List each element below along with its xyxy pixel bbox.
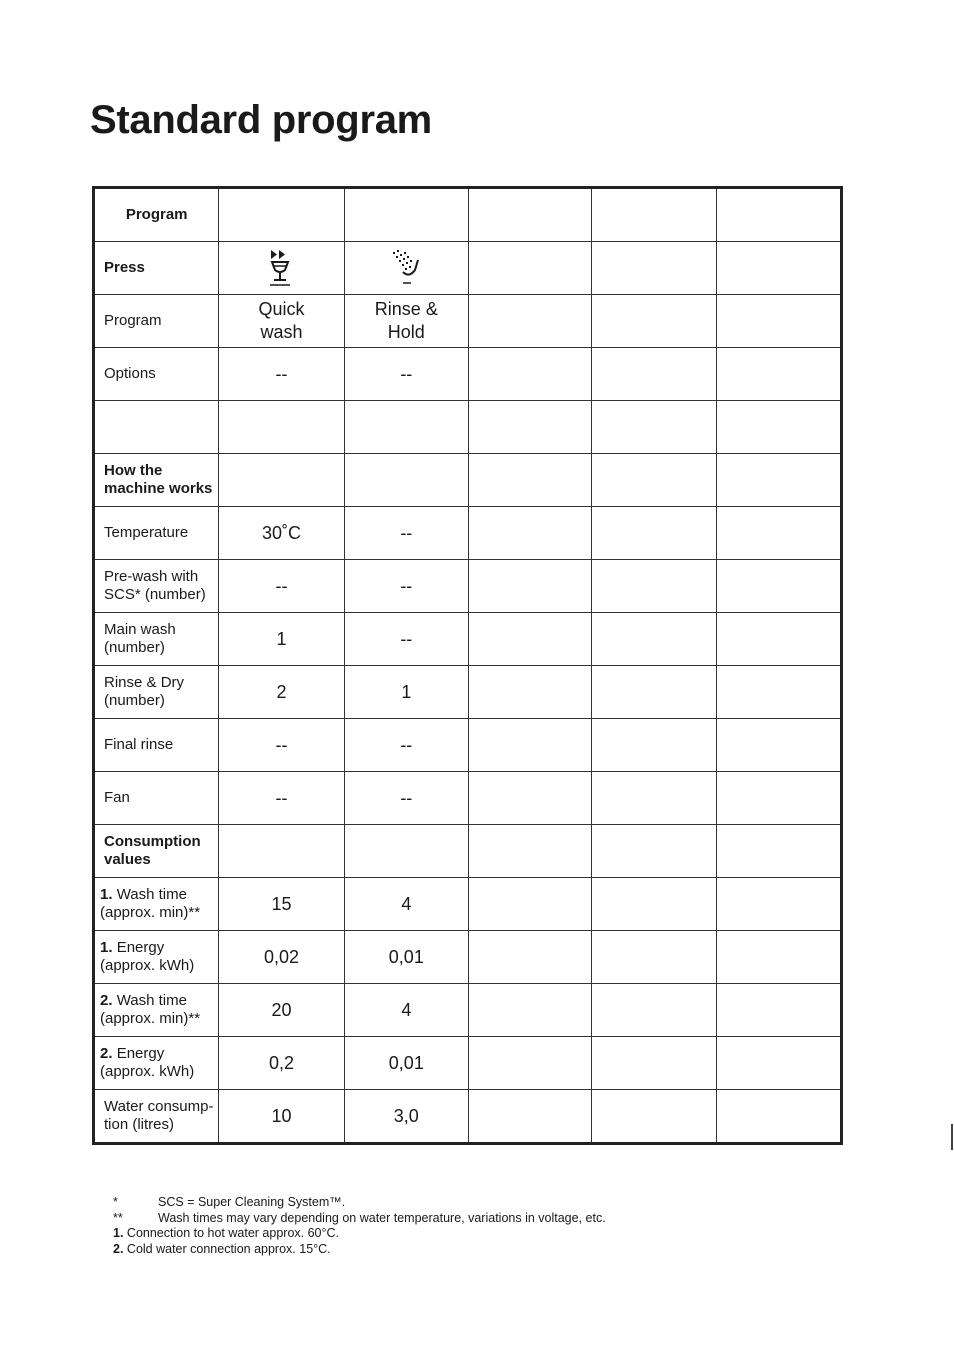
table-row bbox=[94, 613, 842, 666]
table-row bbox=[94, 295, 842, 348]
table-row bbox=[94, 188, 842, 242]
row-value: -- bbox=[344, 772, 468, 825]
row-value: 20 bbox=[219, 984, 344, 1037]
row-label bbox=[94, 401, 219, 454]
row-value: 3,0 bbox=[344, 1090, 468, 1144]
row-label: 1. Energy (approx. kWh) bbox=[94, 931, 219, 984]
row-label: 2. Wash time (approx. min)** bbox=[94, 984, 219, 1037]
row-value: -- bbox=[344, 348, 468, 401]
table-body bbox=[94, 295, 842, 1144]
row-value bbox=[344, 454, 468, 507]
row-value: Quick wash bbox=[219, 295, 344, 348]
row-value bbox=[219, 401, 344, 454]
table-row bbox=[94, 1090, 842, 1144]
table-row bbox=[94, 242, 842, 295]
table-row bbox=[94, 1037, 842, 1090]
row-value: 4 bbox=[344, 984, 468, 1037]
row-label: Rinse & Dry (number) bbox=[94, 666, 219, 719]
row-label: Program bbox=[94, 295, 219, 348]
table-row bbox=[94, 719, 842, 772]
row-label: Final rinse bbox=[94, 719, 219, 772]
row-value bbox=[219, 454, 344, 507]
row-value: 1 bbox=[344, 666, 468, 719]
footnote: 2. Cold water connection approx. 15°C. bbox=[113, 1241, 331, 1256]
row-value bbox=[219, 825, 344, 878]
row-value: -- bbox=[344, 507, 468, 560]
row-value: 30˚C bbox=[219, 507, 344, 560]
table-row bbox=[94, 401, 842, 454]
table-row bbox=[94, 348, 842, 401]
footnote: ** Wash times may vary depending on water temperature, variations in voltage, etc. bbox=[113, 1210, 606, 1225]
row-value: -- bbox=[344, 719, 468, 772]
row-value: -- bbox=[344, 613, 468, 666]
row-label: Water consump- tion (litres) bbox=[94, 1090, 219, 1144]
press-label: Press bbox=[94, 242, 219, 295]
program-table bbox=[92, 186, 843, 1145]
table-row bbox=[94, 878, 842, 931]
table-row bbox=[94, 507, 842, 560]
row-value bbox=[344, 825, 468, 878]
row-label: Temperature bbox=[94, 507, 219, 560]
footnote: 1. Connection to hot water approx. 60°C. bbox=[113, 1226, 339, 1240]
row-value: -- bbox=[219, 560, 344, 613]
row-label: 1. Wash time (approx. min)** bbox=[94, 878, 219, 931]
row-value: -- bbox=[219, 348, 344, 401]
page-title: Standard program bbox=[90, 98, 432, 142]
rinse-hold-icon bbox=[389, 248, 423, 288]
row-value: 0,01 bbox=[344, 931, 468, 984]
row-label: Options bbox=[94, 348, 219, 401]
row-value: 10 bbox=[219, 1090, 344, 1144]
table-row bbox=[94, 984, 842, 1037]
table-row bbox=[94, 560, 842, 613]
table-row bbox=[94, 772, 842, 825]
row-value: Rinse & Hold bbox=[344, 295, 468, 348]
row-value: -- bbox=[219, 772, 344, 825]
table-row bbox=[94, 666, 842, 719]
row-value bbox=[344, 401, 468, 454]
row-label: Consumption values bbox=[94, 825, 219, 878]
row-value: 4 bbox=[344, 878, 468, 931]
row-value: 0,02 bbox=[219, 931, 344, 984]
row-label: 2. Energy (approx. kWh) bbox=[94, 1037, 219, 1090]
row-value: 15 bbox=[219, 878, 344, 931]
row-value: 0,2 bbox=[219, 1037, 344, 1090]
row-label: How the machine works bbox=[94, 454, 219, 507]
row-value: -- bbox=[344, 560, 468, 613]
row-label: Pre-wash with SCS* (number) bbox=[94, 560, 219, 613]
table-row bbox=[94, 931, 842, 984]
row-label: Fan bbox=[94, 772, 219, 825]
table-row bbox=[94, 454, 842, 507]
header-program: Program bbox=[94, 188, 219, 242]
row-value: 2 bbox=[219, 666, 344, 719]
row-value: 0,01 bbox=[344, 1037, 468, 1090]
row-value: -- bbox=[219, 719, 344, 772]
row-value: 1 bbox=[219, 613, 344, 666]
row-label: Main wash (number) bbox=[94, 613, 219, 666]
quick-wash-icon bbox=[268, 248, 294, 288]
footnote: * SCS = Super Cleaning System™. bbox=[113, 1195, 346, 1209]
footnotes bbox=[113, 1195, 606, 1257]
table-row bbox=[94, 825, 842, 878]
page-edge-mark bbox=[951, 1124, 953, 1150]
